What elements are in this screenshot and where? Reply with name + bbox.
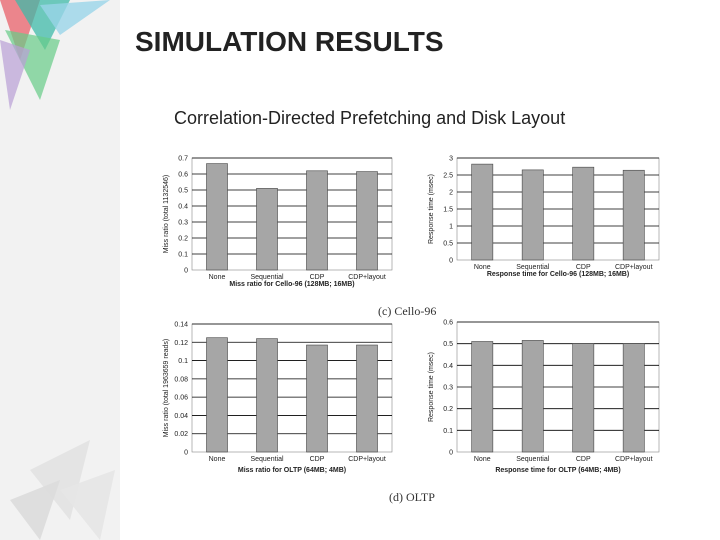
x-tick-label: CDP — [575, 456, 591, 463]
bar — [207, 164, 228, 270]
bar — [573, 344, 594, 452]
bar — [307, 345, 328, 452]
y-tick-label: 0 — [184, 267, 188, 275]
caption-oltp: (d) OLTP — [389, 490, 435, 504]
y-tick-label: 0.4 — [178, 203, 188, 211]
x-axis-label: Response time for OLTP (64MB; 4MB) — [495, 467, 621, 474]
y-tick-label: 0.5 — [443, 341, 453, 349]
x-tick-label: Sequential — [516, 456, 550, 463]
y-tick-label: 0 — [184, 449, 188, 457]
y-tick-label: 0.1 — [178, 358, 188, 366]
x-tick-label: None — [473, 264, 491, 271]
caption-cello: (c) Cello-96 — [378, 304, 437, 318]
x-tick-label: CDP+layout — [348, 456, 386, 463]
y-tick-label: 0.1 — [178, 251, 188, 259]
x-tick-label: Sequential — [250, 274, 284, 281]
y-tick-label: 0.14 — [174, 321, 188, 329]
x-axis-label: Response time for Cello-96 (128MB; 16MB) — [486, 271, 630, 278]
y-tick-label: 0.2 — [443, 406, 453, 414]
x-axis-label: Miss ratio for OLTP (64MB; 4MB) — [237, 467, 347, 474]
chart-oltp-miss-ratio — [160, 318, 400, 488]
bar — [522, 170, 543, 260]
y-tick-label: 0.3 — [178, 219, 188, 227]
y-tick-label: 0.12 — [174, 339, 188, 347]
x-tick-label: None — [208, 456, 226, 463]
decorative-leaf-graphic — [0, 0, 120, 540]
y-axis-label: Miss ratio (total 1132546) — [163, 174, 170, 254]
y-tick-label: 2.5 — [443, 172, 453, 180]
y-tick-label: 0 — [449, 449, 453, 457]
y-tick-label: 0.06 — [174, 394, 188, 402]
y-tick-label: 0.08 — [174, 376, 188, 384]
bar — [257, 339, 278, 452]
y-tick-label: 0.5 — [178, 187, 188, 195]
bar — [207, 338, 228, 452]
bar — [307, 171, 328, 270]
x-tick-label: CDP — [309, 274, 325, 281]
x-tick-label: Sequential — [250, 456, 284, 463]
y-tick-label: 0.5 — [443, 240, 453, 248]
bar — [472, 164, 493, 260]
y-tick-label: 2 — [449, 189, 453, 197]
y-tick-label: 0.04 — [174, 412, 188, 420]
bar — [522, 340, 543, 452]
x-tick-label: CDP+layout — [614, 264, 653, 271]
chart-cello-response-time — [425, 150, 665, 300]
y-tick-label: 0.6 — [443, 319, 453, 327]
y-axis-label: Miss ratio (total 1963659 reads) — [163, 338, 170, 438]
bar — [623, 170, 644, 260]
bar — [257, 188, 278, 270]
y-tick-label: 0.4 — [443, 362, 453, 370]
x-tick-label: CDP+layout — [614, 456, 653, 463]
y-tick-label: 0.1 — [443, 427, 453, 435]
y-axis-label: Response time (msec) — [428, 173, 435, 245]
chart-oltp-response-time — [425, 318, 665, 488]
y-tick-label: 1.5 — [443, 206, 453, 214]
bar — [623, 344, 644, 452]
y-axis-label: Response time (msec) — [428, 351, 435, 423]
bar — [357, 172, 378, 270]
x-tick-label: Sequential — [516, 264, 550, 271]
slide-title: SIMULATION RESULTS — [135, 26, 444, 57]
y-tick-label: 0 — [449, 257, 453, 265]
y-tick-label: 0.3 — [443, 384, 453, 392]
bar — [573, 167, 594, 260]
y-tick-label: 0.7 — [178, 155, 188, 163]
x-axis-label: Miss ratio for Cello-96 (128MB; 16MB) — [229, 281, 355, 288]
x-tick-label: CDP — [309, 456, 325, 463]
y-tick-label: 1 — [449, 223, 453, 231]
y-tick-label: 0.2 — [178, 235, 188, 243]
bar — [357, 345, 378, 452]
x-tick-label: CDP — [575, 264, 591, 271]
chart-cello-miss-ratio — [160, 150, 400, 300]
x-tick-label: CDP+layout — [348, 274, 386, 281]
y-tick-label: 0.02 — [174, 431, 188, 439]
x-tick-label: None — [473, 456, 491, 463]
bar — [472, 342, 493, 453]
y-tick-label: 0.6 — [178, 171, 188, 179]
slide-subtitle: Correlation-Directed Prefetching and Disk Layout — [174, 108, 566, 128]
y-tick-label: 3 — [449, 155, 453, 163]
x-tick-label: None — [208, 274, 226, 281]
